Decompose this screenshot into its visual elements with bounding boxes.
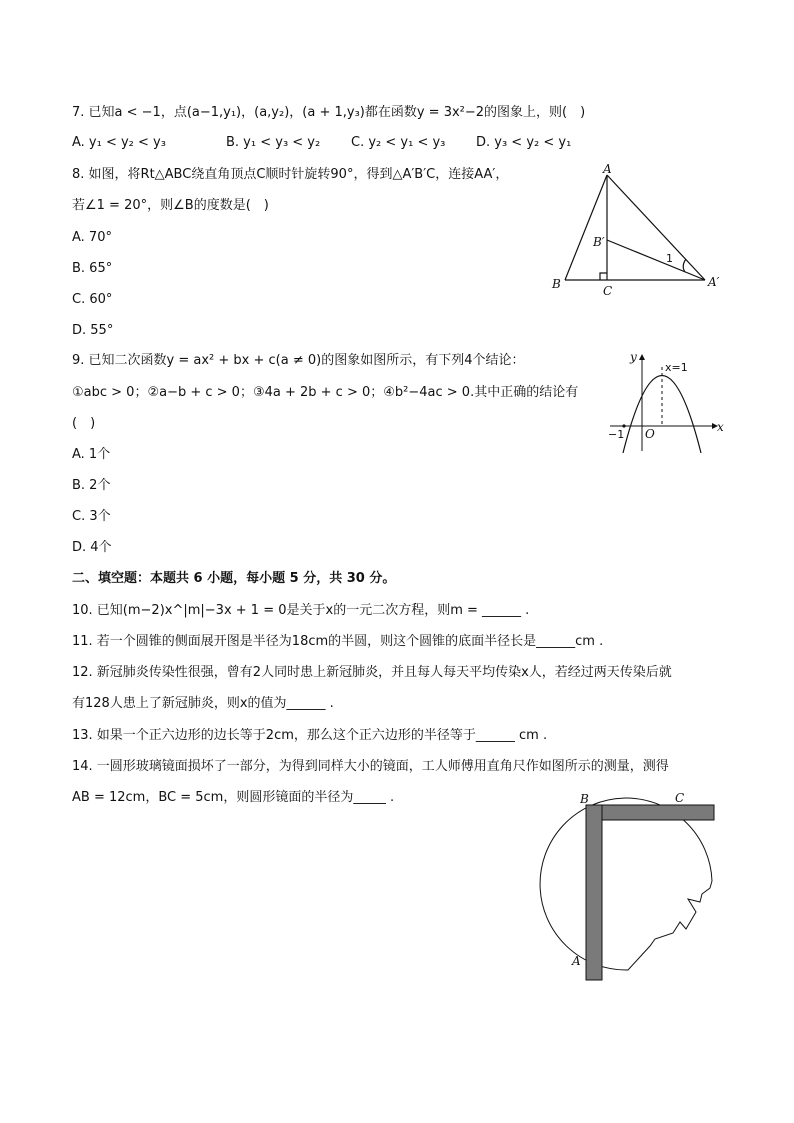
q8-option-b[interactable]: B. 65° xyxy=(72,261,113,276)
q7-option-a[interactable]: A. y₁ < y₂ < y₃ xyxy=(72,135,166,150)
label-x: x xyxy=(717,420,724,434)
q9-option-c[interactable]: C. 3个 xyxy=(72,509,111,524)
label-b: B xyxy=(552,277,561,291)
label-axis: x=1 xyxy=(665,361,688,374)
q7-option-d[interactable]: D. y₃ < y₂ < y₁ xyxy=(476,135,572,150)
label-b: B xyxy=(580,792,589,806)
q9-stem-line2: ①abc > 0；②a−b + c > 0；③4a + 2b + c > 0；④b²−4ac > 0.其中正确的结论有 xyxy=(72,385,579,400)
q14-line2: AB = 12cm，BC = 5cm，则圆形镜面的半径为_____ . xyxy=(72,790,395,805)
label-angle-1: 1 xyxy=(666,252,673,265)
square-ruler-vertical xyxy=(586,805,602,980)
q7-option-c[interactable]: C. y₂ < y₁ < y₃ xyxy=(351,135,446,150)
section2-title: 二、填空题：本题共 6 小题，每小题 5 分，共 30 分。 xyxy=(72,571,396,586)
q13-text: 13. 如果一个正六边形的边长等于2cm，那么这个正六边形的半径等于______ cm . xyxy=(72,728,548,743)
q8-option-d[interactable]: D. 55° xyxy=(72,323,114,338)
line-b-prime-a-prime xyxy=(607,240,705,280)
square-ruler-horizontal xyxy=(586,805,714,820)
q14-mirror-figure xyxy=(540,788,730,988)
q8-option-a[interactable]: A. 70° xyxy=(72,230,112,245)
q9-option-a[interactable]: A. 1个 xyxy=(72,447,111,462)
q9-stem-line1: 9. 已知二次函数y = ax² + bx + c(a ≠ 0)的图象如图所示，有下列4个结论： xyxy=(72,353,525,368)
q9-option-b[interactable]: B. 2个 xyxy=(72,478,111,493)
label-b-prime: B′ xyxy=(593,235,605,249)
q8-stem-line1: 8. 如图，将Rt△ABC绕直角顶点C顺时针旋转90°，得到△A′B′C，连接AA′， xyxy=(72,167,509,182)
q12-line2: 有128人患上了新冠肺炎，则x的值为______ . xyxy=(72,696,334,711)
label-neg-one: −1 xyxy=(608,428,625,441)
label-origin: O xyxy=(645,427,655,441)
ruler-corner-fill xyxy=(587,806,601,819)
q8-option-c[interactable]: C. 60° xyxy=(72,292,113,307)
q9-option-d[interactable]: D. 4个 xyxy=(72,540,112,555)
label-a-prime: A′ xyxy=(708,275,720,289)
q8-stem-line2: 若∠1 = 20°，则∠B的度数是( ) xyxy=(72,198,269,213)
q8-triangle-figure xyxy=(540,160,730,300)
label-a: A xyxy=(603,162,612,176)
q14-line1: 14. 一圆形玻璃镜面损坏了一部分，为得到同样大小的镜面，工人师傅用直角尺作如图所示的测量，测得 xyxy=(72,759,669,774)
line-ab xyxy=(565,175,607,280)
label-a: A xyxy=(572,954,581,968)
label-y: y xyxy=(630,350,637,364)
q7-stem: 7. 已知a < −1，点(a−1,y₁)，(a,y₂)，(a + 1,y₃)都在函数y = 3x²−2的图象上，则( ) xyxy=(72,105,586,120)
q9-stem-line3: ( ) xyxy=(72,416,96,431)
angle-1-arc xyxy=(683,259,686,272)
label-c: C xyxy=(675,791,685,805)
q9-parabola-figure xyxy=(605,345,730,455)
q10-text: 10. 已知(m−2)x^|m|−3x + 1 = 0是关于x的一元二次方程，则m = ______ . xyxy=(72,603,530,618)
label-c: C xyxy=(603,284,613,298)
q11-text: 11. 若一个圆锥的侧面展开图是半径为18cm的半圆，则这个圆锥的底面半径长是______cm . xyxy=(72,634,604,649)
q12-line1: 12. 新冠肺炎传染性很强，曾有2人同时患上新冠肺炎，并且每人每天平均传染x人，若经过两天传染后就 xyxy=(72,665,672,680)
broken-mirror-outline xyxy=(540,798,712,970)
line-aa-prime xyxy=(607,175,705,280)
q7-option-b[interactable]: B. y₁ < y₃ < y₂ xyxy=(226,135,321,150)
right-angle-mark xyxy=(600,273,607,280)
